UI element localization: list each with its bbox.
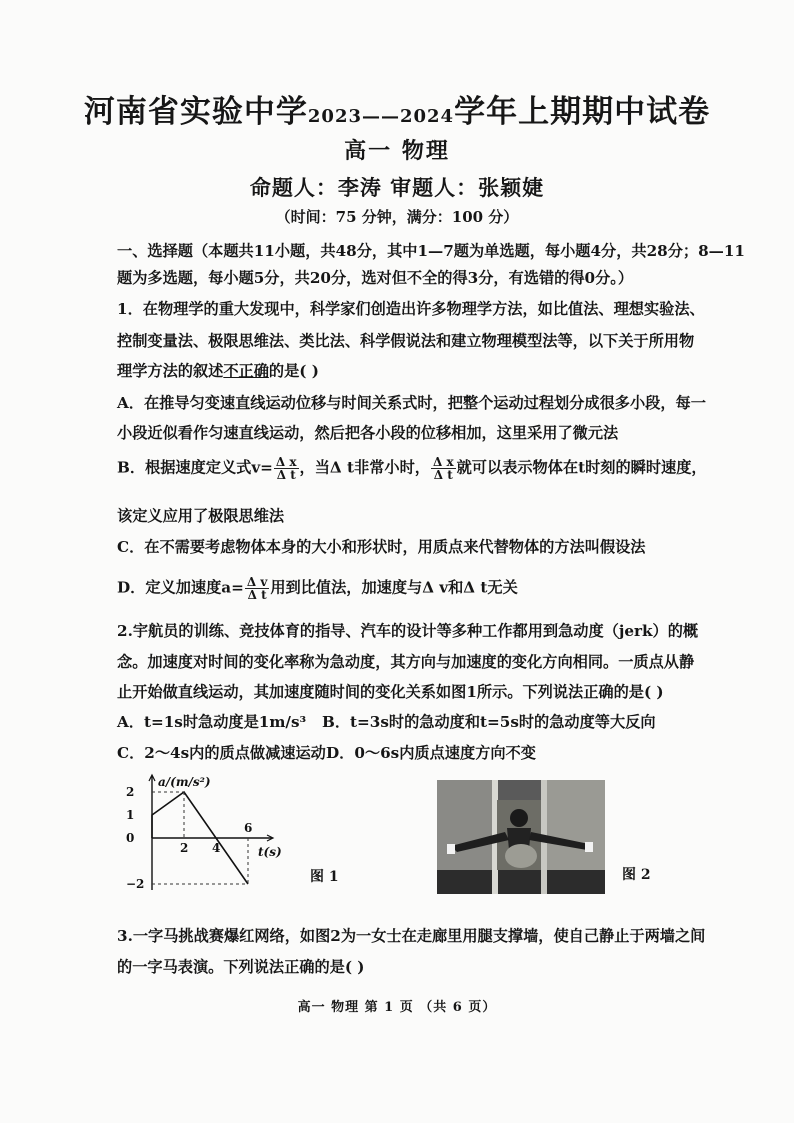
y-tick-label: −2 xyxy=(126,877,145,891)
y-axis-label: a/(m/s²) xyxy=(158,775,211,789)
x-axis-label: t(s) xyxy=(258,845,282,859)
figure1-acceleration-chart xyxy=(122,772,312,902)
frac-denominator: Δ t xyxy=(276,468,296,482)
q2-option-a: A．t=1s时急动度是1m/s³ xyxy=(117,713,307,731)
q2-option-b: B．t=3s时的急动度和t=5s时的急动度等大反向 xyxy=(322,713,656,731)
q2-option-d: D．0～6s内质点速度方向不变 xyxy=(326,744,536,762)
authors-line: 命题人：李涛 审题人：张颖婕 xyxy=(249,175,545,200)
frac-denominator: Δ t xyxy=(433,468,453,482)
time-info: （时间：75 分钟，满分：100 分） xyxy=(275,208,519,226)
q1-stem-line1: 1．在物理学的重大发现中，科学家们创造出许多物理学方法，如比值法、理想实验法、 xyxy=(117,300,705,318)
frac-numerator: Δ v xyxy=(246,575,268,589)
x-tick-label: 2 xyxy=(180,841,189,855)
fraction-dx-dt xyxy=(274,456,299,481)
q1-stem-line3 xyxy=(117,360,319,381)
frac-denominator: Δ t xyxy=(247,588,267,602)
y-tick-label: 2 xyxy=(126,785,135,799)
q1-stem3-pre: 理学方法的叙述 xyxy=(117,362,224,380)
q1-option-c: C．在不需要考虑物体本身的大小和形状时，用质点来代替物体的方法叫假设法 xyxy=(117,538,646,556)
q2-stem-line1: 2.宇航员的训练、竞技体育的指导、汽车的设计等多种工作都用到急动度（jerk）的概 xyxy=(117,622,699,640)
figure2-photo xyxy=(437,780,605,894)
q1-stem-line2: 控制变量法、极限思维法、类比法、科学假说法和建立物理模型法等，以下关于所用物 xyxy=(117,332,695,350)
subject-heading: 高一 物理 xyxy=(344,138,450,164)
q3-stem-line1: 3.一字马挑战赛爆红网络，如图2为一女士在走廊里用腿支撑墙，使自己静止于两墙之间 xyxy=(117,927,706,945)
q1-d-post: 用到比值法，加速度与Δ v和Δ t无关 xyxy=(270,578,518,597)
frac-numerator: Δ x xyxy=(432,455,454,469)
q1-option-a-line1: A．在推导匀变速直线运动位移与时间关系式时，把整个运动过程划分成很多小段，每一 xyxy=(117,394,706,412)
q1-b-pre: B．根据速度定义式v= xyxy=(117,458,273,477)
x-tick-label: 6 xyxy=(244,821,253,835)
page-footer: 高一 物理 第 1 页 （共 6 页） xyxy=(297,1000,497,1015)
q1-b-post: 就可以表示物体在t时刻的瞬时速度， xyxy=(456,458,707,477)
q1-option-d xyxy=(117,576,518,601)
q1-not-correct-underlined: 不正确 xyxy=(223,362,269,380)
q1-option-b xyxy=(117,456,707,481)
exam-title xyxy=(0,86,794,131)
title-rest: 学年上期期中试卷 xyxy=(454,94,711,130)
figure2-label: 图 2 xyxy=(622,867,651,883)
q3-stem-line2: 的一字马表演。下列说法正确的是( ) xyxy=(117,958,365,976)
q1-option-b-line2: 该定义应用了极限思维法 xyxy=(117,507,285,525)
x-tick-label: 4 xyxy=(212,841,221,855)
q1-option-a-line2: 小段近似看作匀速直线运动，然后把各小段的位移相加，这里采用了微元法 xyxy=(117,424,619,442)
q1-d-pre: D．定义加速度a= xyxy=(117,578,244,597)
q2-stem-line2: 念。加速度对时间的变化率称为急动度，其方向与加速度的变化方向相同。一质点从静 xyxy=(117,653,695,671)
q2-stem-line3: 止开始做直线运动，其加速度随时间的变化关系如图1所示。下列说法正确的是( ) xyxy=(117,683,664,701)
frac-numerator: Δ x xyxy=(275,455,297,469)
title-school: 河南省实验中学 xyxy=(83,94,308,130)
fraction-dx-dt-2 xyxy=(431,456,456,481)
section1-line2: 题为多选题，每小题5分，共20分，选对但不全的得3分，有选错的得0分。） xyxy=(117,269,634,287)
y-tick-label: 1 xyxy=(126,808,135,822)
fraction-dv-dt xyxy=(245,576,269,601)
q1-stem3-post: 的是( ) xyxy=(268,362,319,380)
q2-option-c: C．2～4s内的质点做减速运动 xyxy=(117,744,326,762)
chart-svg xyxy=(122,772,312,902)
title-year: 2023——2024 xyxy=(307,106,455,127)
y-tick-label: 0 xyxy=(126,831,135,845)
section1-line1: 一、选择题（本题共11小题，共48分，其中1—7题为单选题，每小题4分，共28分；8—11 xyxy=(117,242,745,260)
q1-b-mid: ，当Δ t非常小时， xyxy=(299,458,430,477)
figure1-label: 图 1 xyxy=(310,869,339,885)
split-photo-illustration xyxy=(437,780,605,894)
